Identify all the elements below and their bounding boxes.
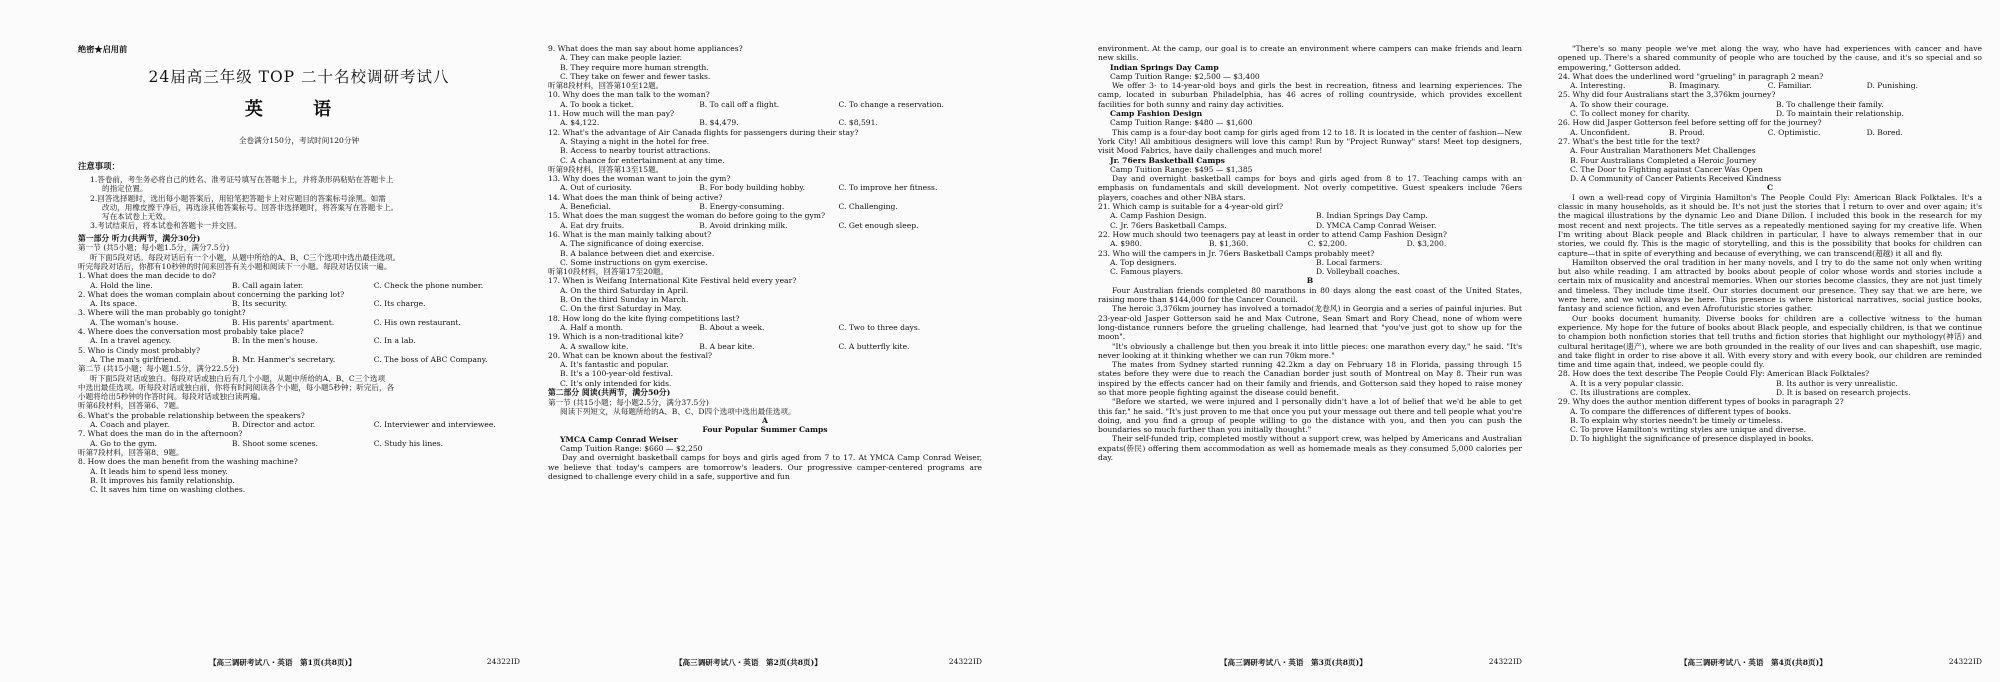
- option: C. On the first Saturday in May.: [560, 304, 682, 314]
- passage-title: Four Popular Summer Camps: [702, 425, 828, 435]
- options: [78, 318, 520, 327]
- question-stem: 23. Who will the campers in Jr. 76ers Basketball Camps probably meet?: [1098, 248, 1375, 258]
- instruction-line: 中选出最佳选项。听每段对话或独白前，你将有时间阅读各个小题，每小题5秒钟；听完后，各: [78, 382, 395, 392]
- option: C. Two to three days.: [838, 322, 921, 332]
- question-stem: 14. What does the man think of being active?: [548, 192, 723, 202]
- options: [1558, 128, 1982, 137]
- option: C. A butterfly kite.: [838, 341, 910, 351]
- question-stem: 24. What does the underlined word "grueling" in paragraph 2 mean?: [1558, 71, 1824, 81]
- option: A. Top designers.: [1110, 257, 1177, 267]
- instruction-line: 听下面5段对话或独白。每段对话或独白后有几个小题，从题中所给的A、B、C三个选项: [90, 373, 386, 383]
- notice-list: [78, 175, 520, 231]
- question-stem: 28. How does the text describe The People Could Fly: American Black Folktales?: [1558, 369, 1870, 379]
- exam-page-1: [60, 0, 538, 682]
- passage-letter: C: [1766, 183, 1774, 193]
- option: C. To prove Hamilton's writing styles are unique and diverse.: [1570, 425, 1807, 435]
- footer-code: 24322ID: [486, 657, 520, 666]
- option: C. Get enough sleep.: [838, 220, 919, 230]
- options: [1558, 388, 1982, 397]
- passage-paragraph: "There's so many people we've met along the way, who have had experiences with cancer and have opened up. There's a shared community of people who are touched by the cause, and it's so special and so empowering," Gotterson added.: [1558, 44, 1982, 72]
- option: A. It is a very popular classic.: [1570, 378, 1684, 388]
- options: [1558, 379, 1982, 388]
- options: [78, 336, 520, 345]
- option: A. The woman's house.: [90, 317, 179, 327]
- footer-page-label: 【高三调研考试八・英语 第2页(共8页)】: [674, 658, 822, 667]
- question-stem: 7. What does the man do in the afternoon?: [78, 429, 243, 439]
- question-stem: 10. Why does the man talk to the woman?: [548, 90, 710, 100]
- option: A. The significance of doing exercise.: [560, 239, 704, 249]
- page-footer: [548, 657, 982, 668]
- option: C. Check the phone number.: [373, 280, 484, 290]
- exam-info: 全卷满分150分，考试时间120分钟: [238, 136, 360, 145]
- passage-letter: B: [1306, 276, 1314, 286]
- camp-name: Camp Fashion Design: [1110, 109, 1203, 119]
- option: B. Its author is very unrealistic.: [1776, 378, 1898, 388]
- question-stem: 13. Why does the woman want to join the gym?: [548, 174, 731, 184]
- option: C. Famous players.: [1110, 267, 1184, 277]
- question-stem: 19. Which is a non-traditional kite?: [548, 332, 684, 342]
- option: A. $4,122.: [560, 118, 600, 128]
- option: B. To explain why stories needn't be timely or timeless.: [1570, 415, 1783, 425]
- option: C. In a lab.: [373, 336, 416, 346]
- options: [1558, 109, 1982, 118]
- notice-line: 改动，用橡皮擦干净后，再选涂其他答案标号。回答非选择题时，将答案写在答题卡上。: [102, 202, 399, 212]
- options: [1558, 100, 1982, 109]
- question: [78, 308, 520, 327]
- option: A. To show their courage.: [1570, 99, 1669, 109]
- option: A. Half a month.: [560, 322, 624, 332]
- options: [1098, 221, 1522, 230]
- option: A. Four Australian Marathoners Met Challenges: [1570, 146, 1756, 156]
- options: [548, 202, 982, 211]
- option: A. Beneficial.: [560, 202, 611, 212]
- option: C. His own restaurant.: [373, 317, 461, 327]
- question-stem: 4. Where does the conversation most probably take place?: [78, 327, 304, 337]
- option: B. Access to nearby tourist attractions.: [560, 146, 711, 156]
- option: A. It leads him to spend less money.: [90, 466, 228, 476]
- option: C. To change a reservation.: [838, 99, 944, 109]
- option: B. On the third Sunday in March.: [560, 295, 689, 305]
- listening-instruction: 听第10段材料，回答第17至20题。: [548, 267, 669, 277]
- footer-page-label: 【高三调研考试八・英语 第3页(共8页)】: [1219, 658, 1367, 667]
- section-title: 第二节 (共15小题；每小题1.5分，满分22.5分): [78, 364, 239, 374]
- footer-code: 24322ID: [1488, 657, 1522, 666]
- question: [78, 327, 520, 346]
- options: [78, 439, 520, 448]
- passage-paragraph: Hamilton observed the oral tradition in her many novels, and I try to do the same not only when writing but also while reading. I am attracted by books about people of color whose words and stories include a certain mix of musicality and ancestral memories. When our stories become classics, they are not just timely and timeless. They include time itself. Our stories document our presence. They say that we are here, we were here, and we will always be here. This presence is where historical narratives, social justice books, fantasy and science fiction, and even Afrofuturistic stories gather.: [1558, 257, 1982, 314]
- camp-tuition: Camp Tuition Range: $2,500 — $3,400: [1110, 71, 1260, 81]
- notice-line: 2.回答选择题时，选出每小题答案后，用铅笔把答题卡上对应题目的答案标号涂黑。如需: [90, 193, 386, 203]
- options: [1098, 258, 1522, 267]
- option: B. $1,360.: [1208, 239, 1249, 249]
- option: A. On the third Saturday in April.: [560, 285, 689, 295]
- footer-page-label: 【高三调研考试八・英语 第4页(共8页)】: [1679, 658, 1827, 667]
- question-stem: 18. How long do the kite flying competitions last?: [548, 313, 740, 323]
- options: [1098, 239, 1522, 248]
- notice-line: 的指定位置。: [102, 184, 148, 194]
- option: B. It improves his family relationship.: [90, 475, 235, 485]
- camp-description: Day and overnight basketball camps for boys and girls aged from 7 to 17. At YMCA Camp Conrad Weiser, we believe that today's campers are tomorrow's leaders. Our progressive camper-centered programs are designed to challenge every child in a safe, supportive and fun: [548, 453, 982, 481]
- footer-page-label: 【高三调研考试八・英语 第1页(共8页)】: [208, 658, 356, 667]
- instruction-line: 阅读下列短文，从每题所给的A、B、C、D四个选项中选出最佳选项。: [560, 406, 796, 416]
- question-stem: 2. What does the woman complain about concerning the parking lot?: [78, 289, 345, 299]
- question-stem: 12. What's the advantage of Air Canada flights for passengers during their stay?: [548, 127, 859, 137]
- option: C. $2,200.: [1307, 239, 1348, 249]
- notice-title: 注意事项：: [78, 161, 120, 171]
- option: A. Out of curiosity.: [560, 183, 632, 193]
- option: D. Bored.: [1866, 127, 1903, 137]
- question: [78, 290, 520, 309]
- camp-tuition: Camp Tuition Range: $495 — $1,385: [1110, 164, 1253, 174]
- footer-code: 24322ID: [1948, 657, 1982, 666]
- notice-line: 3.考试结束后，将本试卷和答题卡一并交回。: [90, 221, 242, 231]
- option: A. Interesting.: [1570, 81, 1626, 91]
- option: A. A swallow kite.: [560, 341, 629, 351]
- options: [1558, 81, 1982, 90]
- option: B. For body building hobby.: [699, 183, 806, 193]
- listening-instruction: 听第7段材料，回答第8、9题。: [78, 447, 184, 457]
- options: [78, 281, 520, 290]
- camp-name: Jr. 76ers Basketball Camps: [1110, 155, 1225, 165]
- passage-paragraph: Our books document humanity. Diverse books for children are a collective witness to the human experience. My hope for the future of books about Black people, and especially children, is that we continue to champion both nonfiction stories that tell truths and fiction stories that highlight our mythology(神话) and cultural heritage(遗产), where we are both grounded in the reality of our lives and can shapeshift, use magic, and take flight in order to rise above it all. With every story and with every book, our children are reminded time and time again that, indeed, we people could fly.: [1558, 313, 1982, 370]
- question-stem: 21. Which camp is suitable for a 4-year-old girl?: [1098, 202, 1284, 212]
- instruction-line: 听第6段材料，回答第6、7题。: [78, 401, 184, 411]
- passage-paragraph: I own a well-read copy of Virginia Hamilton's The People Could Fly: American Black Folktales. It's a classic in many households, as it should be. It's not just the stories that I return to over and over again; it's the magical illustrations by the dynamic Leo and Diane Dillon. I included this book in the research for my most recent and next projects. The title serves as a repeatedly mentioned saying for my creative life. When I'm writing about Black people and Black children in particular, I have to always remember that in our stories, we could fly. This is the magic of storytelling, and this is the possibility that books for children can capture—that in spite of everything and because of everything, we can transcend(超越) it all and fly.: [1558, 192, 1982, 258]
- option: B. Imaginary.: [1668, 81, 1721, 91]
- question-stem: 5. Who is Cindy most probably?: [78, 345, 201, 355]
- option: A. Eat dry fruits.: [560, 220, 625, 230]
- option: C. Study his lines.: [373, 438, 444, 448]
- option: C. To collect money for charity.: [1570, 109, 1690, 119]
- footer-code: 24322ID: [948, 657, 982, 666]
- listening-instruction: 听第9段材料，回答第13至15题。: [548, 164, 664, 174]
- passage-paragraph: The mates from Sydney started running 42.2km a day on February 18 in Florida, passing through 15 states before they were due to reach the Canadian border just south of Montreal on May 8. Their run was inspired by the effects cancer had on their family and friends, and Gotterson said they hoped to raise money so that more people fighting against the disease could benefit.: [1098, 360, 1522, 397]
- options: [548, 183, 982, 192]
- question: [78, 411, 520, 430]
- option: B. Its security.: [231, 299, 288, 309]
- option: A. The man's girlfriend.: [90, 354, 182, 364]
- listening-instruction: 听第8段材料，回答第10至12题。: [548, 81, 664, 91]
- question-stem: 9. What does the man say about home appliances?: [548, 44, 743, 53]
- options: [548, 342, 982, 351]
- option: A. Go to the gym.: [90, 438, 158, 448]
- option: C. Some instructions on gym exercise.: [560, 257, 708, 267]
- exam-title: 24届高三年级 TOP 二十名校调研考试八: [148, 68, 450, 86]
- question-stem: 16. What is the man mainly talking about?: [548, 229, 712, 239]
- exam-page-3: [1080, 0, 1540, 682]
- question-stem: 11. How much will the man pay?: [548, 109, 675, 119]
- question-stem: 8. How does the man benefit from the washing machine?: [78, 457, 298, 467]
- option: C. Its illustrations are complex.: [1570, 387, 1691, 397]
- passage-paragraph: "Before we started, we were injured and I personally didn't have a lot of belief that we'd be able to get this far," he said. "It's just proven to me that once you put your message out there and tell people what you're doing, and you find a group of people willing to go the distance with you, and then you can push the boundaries so much further than you initially thought.": [1098, 397, 1522, 435]
- option: C. A chance for entertainment at any time.: [560, 155, 725, 165]
- instruction-line: 听下面5段对话。每段对话后有一个小题，从题中所给的A、B、C三个选项中选出最佳选项。: [90, 252, 401, 262]
- exam-page-4: [1540, 0, 2000, 682]
- camp-name: Indian Springs Day Camp: [1110, 62, 1219, 72]
- option: B. To challenge their family.: [1776, 99, 1884, 109]
- passage-paragraph: environment. At the camp, our goal is to create an environment where campers can make friends and learn new skills.: [1098, 44, 1522, 63]
- subject-title: 英 语: [244, 99, 354, 120]
- option: C. The Door to Fighting against Cancer Was Open: [1570, 164, 1763, 174]
- option: A. In a travel agency.: [90, 336, 172, 346]
- option: B. Shoot some scenes.: [231, 438, 318, 448]
- options: [78, 420, 520, 429]
- question-stem: 15. What does the man suggest the woman do before going to the gym?: [548, 211, 826, 221]
- question-stem: 3. Where will the man probably go tonight?: [78, 308, 246, 318]
- part-title: 第二部分 阅读(共两节，满分50分): [548, 387, 671, 397]
- option: B. A balance between diet and exercise.: [560, 248, 715, 258]
- option: C. Optimistic.: [1767, 127, 1821, 137]
- passage-paragraph: The heroic 3,376km journey has involved a tornado(龙卷风) in Georgia and a series of painful injuries. But 23-year-old Jasper Gotterson said he and Max Cutrone, Sean Smart and Rory Chead, none of whom were long-distance runners before the grueling challenge, had learned that "you've just got to show up for the moon".: [1098, 304, 1522, 342]
- option: B. A bear kite.: [699, 341, 755, 351]
- question-stem: 26. How did Jasper Gotterson feel before setting off for the journey?: [1558, 118, 1822, 128]
- camp-description: Day and overnight basketball camps for boys and girls aged from 8 to 17. Teaching camps with an emphasis on fundamentals and skill development. Not overly competitive. Guest speakers include 76ers players, coaches and other NBA stars.: [1098, 174, 1522, 202]
- option: B. About a week.: [699, 322, 765, 332]
- question-stem: 27. What's the best title for the text?: [1558, 136, 1700, 146]
- part-title: 第一部分 听力(共两节，满分30分): [78, 233, 201, 243]
- option: C. Familiar.: [1767, 81, 1812, 91]
- option: D. To maintain their relationship.: [1776, 109, 1904, 119]
- option: A. Camp Fashion Design.: [1110, 211, 1207, 221]
- question: [78, 271, 520, 290]
- option: A. They can make people lazier.: [560, 53, 682, 63]
- camp-name: YMCA Camp Conrad Weiser: [560, 434, 678, 444]
- option: B. Local farmers.: [1316, 257, 1383, 267]
- camp-description: We offer 3- to 14-year-old boys and girls the best in recreation, fitness and learning experiences. The camp, located in suburban Philadelphia, has 46 acres of rolling countryside, which provides excellent facilities for both sunny and rainy day activities.: [1098, 81, 1522, 109]
- option: A. Staying a night in the hotel for free.: [560, 136, 710, 146]
- camp-tuition: Camp Tuition Range: $660 — $2,250: [560, 444, 703, 454]
- question-stem: 6. What's the probable relationship between the speakers?: [78, 410, 305, 420]
- option: A. Hold the line.: [90, 280, 153, 290]
- instruction-line: 听完每段对话后，你都有10秒钟的时间来回答有关小题和阅读下一小题。每段对话仅读一遍。: [78, 261, 392, 271]
- options: [548, 323, 982, 332]
- option: B. His parents' apartment.: [231, 317, 335, 327]
- camp-description: This camp is a four-day boot camp for girls aged from 12 to 18. It is located in the center of fashion—New York City! All ambitious designers will love this camp! Run by "Project Runway" stars! Meet top designers, visit Mood Fabrics, have daily challenges and much more!: [1098, 127, 1522, 156]
- option: C. $8,591.: [838, 118, 878, 128]
- options: [1098, 211, 1522, 220]
- question-stem: 22. How much should two teenagers pay at least in order to attend Camp Fashion Design?: [1098, 229, 1447, 239]
- option: A. $980.: [1110, 239, 1143, 249]
- option: D. Volleyball coaches.: [1316, 267, 1400, 277]
- option: D. To highlight the significance of presence displayed in books.: [1570, 434, 1814, 444]
- option: C. It saves him time on washing clothes.: [90, 485, 246, 495]
- option: B. Avoid drinking milk.: [699, 220, 788, 230]
- page-footer: [78, 657, 520, 668]
- option: A. To book a ticket.: [560, 99, 635, 109]
- page-footer: [1098, 657, 1522, 668]
- option: D. YMCA Camp Conrad Weiser.: [1316, 220, 1437, 230]
- options: [548, 221, 982, 230]
- question-stem: 29. Why does the author mention different types of books in paragraph 2?: [1558, 397, 1844, 407]
- option: A. Coach and player.: [90, 420, 170, 430]
- option: C. Interviewer and interviewee.: [373, 420, 496, 430]
- passage-paragraph: Their self-funded trip, completed mostly without a support crew, was helped by Americans and Australian expats(侨民) offering them accommodation as well as homemade meals as they consumed 5,000 calories per day.: [1098, 434, 1522, 463]
- option: C. Its charge.: [373, 299, 426, 309]
- option: B. $4,479.: [699, 118, 739, 128]
- passage-paragraph: "It's obviously a challenge but then you break it into little pieces: one marathon every day," he said. "It's never looking at it thinking whether we can run 70km more.": [1098, 341, 1522, 360]
- option: B. Mr. Hanmer's secretary.: [231, 354, 336, 364]
- option: B. They require more human strength.: [560, 62, 709, 72]
- option: B. To call off a flight.: [699, 99, 780, 109]
- exam-page-2: [530, 0, 1000, 682]
- option: B. It's a 100-year-old festival.: [560, 369, 673, 379]
- option: C. To improve her fitness.: [838, 183, 938, 193]
- question-stem: 20. What can be known about the festival?: [548, 350, 713, 360]
- option: A. Unconfident.: [1570, 127, 1631, 137]
- option: C. It's only intended for kids.: [560, 378, 672, 388]
- passage-letter: A: [762, 416, 768, 426]
- option: D. It is based on research projects.: [1776, 387, 1911, 397]
- instruction-line: 小题将给出5秒钟的作答时间。每段对话或独白读两遍。: [78, 392, 266, 402]
- question: [78, 429, 520, 448]
- option: D. $3,200.: [1406, 239, 1447, 249]
- option: A. To compare the differences of different types of books.: [1570, 406, 1792, 416]
- section-title: 第一节 (共5小题；每小题1.5分，满分7.5分): [78, 243, 230, 253]
- notice-line: 1.答卷前，考生务必将自己的姓名、准考证号填写在答题卡上，并将条形码粘贴在答题卡上: [90, 175, 394, 184]
- question-stem: 1. What does the man decide to do?: [78, 271, 216, 281]
- option: B. Four Australians Completed a Heroic Journey: [1570, 155, 1757, 165]
- passage-paragraph: Four Australian friends completed 80 marathons in 80 days along the east coast of the United States, raising more than $144,000 for the Cancer Council.: [1098, 285, 1522, 305]
- option: C. Challenging.: [838, 202, 898, 212]
- option: D. Punishing.: [1866, 81, 1918, 91]
- question-stem: 25. Why did four Australians start the 3,376km journey?: [1558, 90, 1776, 100]
- section-title: 第一节 (共15小题；每小题2.5分，满分37.5分): [548, 397, 709, 407]
- options: [548, 118, 982, 127]
- option: C. They take on fewer and fewer tasks.: [560, 71, 711, 81]
- options: [78, 355, 520, 364]
- notice-line: 写在本试卷上无效。: [102, 212, 171, 222]
- option: D. A Community of Cancer Patients Received Kindness: [1570, 174, 1782, 184]
- options: [1098, 267, 1522, 276]
- option: B. Indian Springs Day Camp.: [1316, 211, 1428, 221]
- confidential-label: 绝密★启用前: [78, 44, 128, 54]
- option: B. In the men's house.: [231, 336, 318, 346]
- camp-tuition: Camp Tuition Range: $480 — $1,600: [1110, 118, 1253, 128]
- options: [548, 100, 982, 109]
- option: B. Call again later.: [231, 280, 304, 290]
- option: B. Energy-consuming.: [699, 202, 785, 212]
- option: C. The boss of ABC Company.: [373, 354, 488, 364]
- option: A. Its space.: [90, 299, 138, 309]
- options: [78, 299, 520, 308]
- option: B. Director and actor.: [231, 420, 316, 430]
- page-footer: [1558, 657, 1982, 668]
- option: A. It's fantastic and popular.: [560, 360, 669, 370]
- question: [78, 346, 520, 365]
- option: C. Jr. 76ers Basketball Camps.: [1110, 220, 1227, 230]
- option: B. Proud.: [1668, 127, 1705, 137]
- question-stem: 17. When is Weifang International Kite Festival held every year?: [548, 276, 797, 286]
